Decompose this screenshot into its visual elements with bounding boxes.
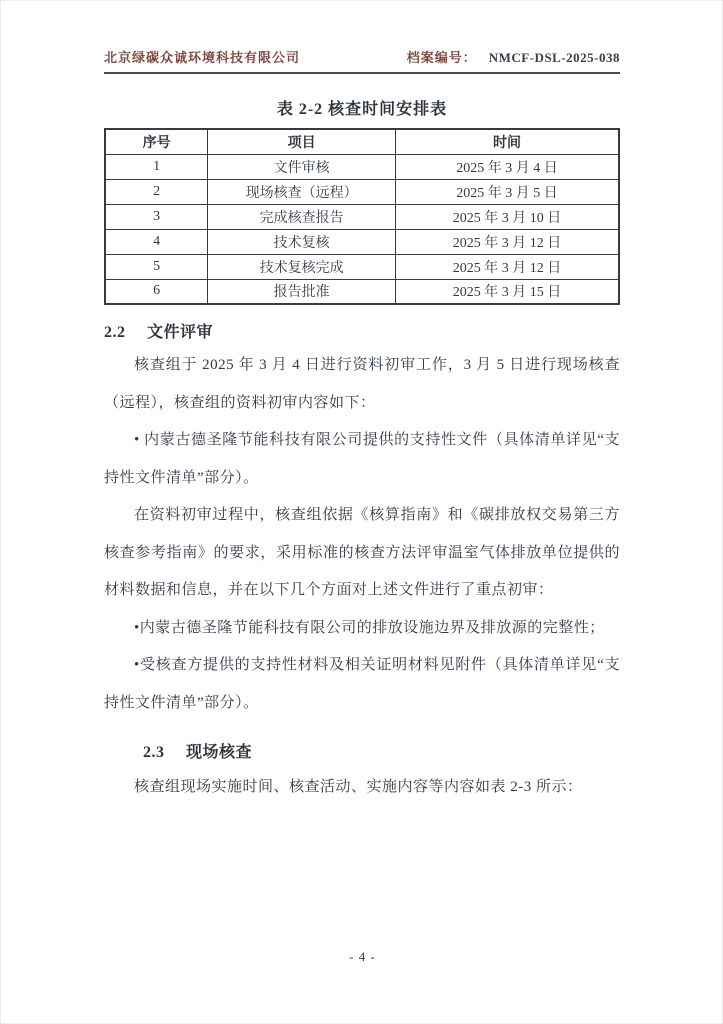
column-header-item: 项目 xyxy=(208,129,396,154)
cell-time: 2025 年 3 月 5 日 xyxy=(395,179,619,204)
cell-seq: 6 xyxy=(105,279,208,304)
cell-seq: 5 xyxy=(105,254,208,279)
table-row xyxy=(105,279,619,304)
paragraph: 在资料初审过程中，核查组依据《核算指南》和《碳排放权交易第三方核查参考指南》的要求，采用标准的核查方法评审温室气体排放单位提供的材料数据和信息，并在以下几个方面对上述文件进行了重点初审： xyxy=(104,507,620,598)
paragraph: 核查组于 2025 年 3 月 4 日进行资料初审工作，3 月 5 日进行现场核查（远程），核查组的资料初审内容如下： xyxy=(104,357,620,411)
cell-time: 2025 年 3 月 12 日 xyxy=(395,229,619,254)
page-header xyxy=(104,47,620,66)
cell-item: 现场核查（远程） xyxy=(208,179,396,204)
cell-item: 技术复核 xyxy=(208,229,396,254)
cell-item: 完成核查报告 xyxy=(208,204,396,229)
table-header-row xyxy=(105,129,619,154)
paragraph: 核查组现场实施时间、核查活动、实施内容等内容如表 2-3 所示： xyxy=(134,779,583,795)
cell-time: 2025 年 3 月 4 日 xyxy=(395,154,619,179)
table-row xyxy=(105,179,619,204)
cell-seq: 2 xyxy=(105,179,208,204)
page-number: - 4 - xyxy=(349,949,376,964)
section-title: 现场核查 xyxy=(186,744,253,761)
cell-time: 2025 年 3 月 10 日 xyxy=(395,204,619,229)
cell-seq: 4 xyxy=(105,229,208,254)
section-title: 文件评审 xyxy=(147,324,214,341)
schedule-table xyxy=(104,128,620,305)
section-heading-2-2 xyxy=(104,319,620,342)
section-number: 2.3 xyxy=(143,744,165,761)
bullet-paragraph: • 内蒙古德圣隆节能科技有限公司提供的支持性文件（具体清单详见“支持性文件清单”部分）。 xyxy=(104,432,620,486)
archive-number: NMCF-DSL-2025-038 xyxy=(488,50,620,65)
column-header-seq: 序号 xyxy=(105,129,208,154)
archive-number-group xyxy=(407,47,620,66)
section-heading-2-3 xyxy=(143,739,620,762)
cell-item: 技术复核完成 xyxy=(208,254,396,279)
table-row xyxy=(105,204,619,229)
table-row xyxy=(105,154,619,179)
section-number: 2.2 xyxy=(104,324,126,341)
company-name: 北京绿碳众诚环境科技有限公司 xyxy=(104,50,301,65)
archive-label: 档案编号： xyxy=(406,50,477,65)
cell-item: 报告批准 xyxy=(208,279,396,304)
bullet-paragraph: •受核查方提供的支持性材料及相关证明材料见附件（具体清单详见“支持性文件清单”部分）。 xyxy=(104,657,620,711)
cell-seq: 3 xyxy=(105,204,208,229)
cell-time: 2025 年 3 月 12 日 xyxy=(395,254,619,279)
header-divider xyxy=(104,72,620,74)
table-row xyxy=(105,254,619,279)
cell-seq: 1 xyxy=(105,154,208,179)
column-header-time: 时间 xyxy=(395,129,619,154)
cell-time: 2025 年 3 月 15 日 xyxy=(395,279,619,304)
table-title: 表 2-2 核查时间安排表 xyxy=(276,101,448,118)
cell-item: 文件审核 xyxy=(208,154,396,179)
bullet-paragraph: •内蒙古德圣隆节能科技有限公司的排放设施边界及排放源的完整性； xyxy=(134,619,605,636)
table-row xyxy=(105,229,619,254)
